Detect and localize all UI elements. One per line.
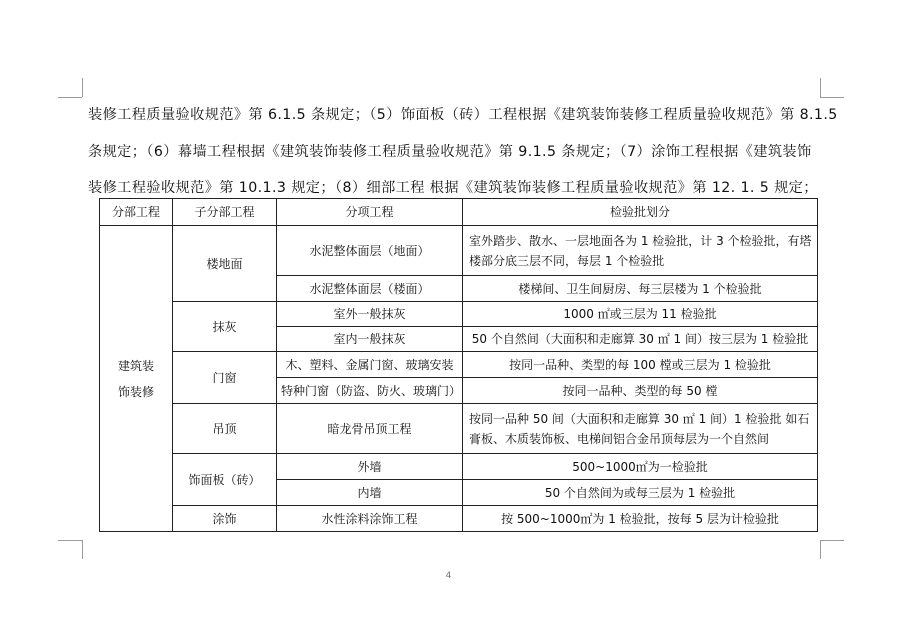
table-row [100, 302, 818, 327]
header-cell-subdivision: 子分部工程 [173, 199, 277, 226]
page-number: 4 [445, 571, 452, 581]
item-cell: 水泥整体面层（地面） [277, 226, 463, 276]
item-cell: 木、塑料、金属门窗、玻璃安装 [277, 352, 463, 378]
table-row [100, 404, 818, 454]
item-cell: 水泥整体面层（楼面） [277, 276, 463, 302]
lot-cell: 按 500~1000㎡为 1 检验批，按每 5 层为计检验批 [463, 506, 818, 532]
subdivision-cell: 门窗 [173, 352, 277, 404]
paragraph-line: 装修工程质量验收规范》第 6.1.5 条规定；（5）饰面板（砖）工程根据《建筑装饰装修工程质量验收规范》第 8.1.5 [88, 107, 838, 123]
crop-mark-top-right [820, 97, 844, 98]
table-row [100, 352, 818, 378]
item-cell: 内墙 [277, 480, 463, 506]
header-cell-lot: 检验批划分 [463, 199, 818, 226]
header-cell-division: 分部工程 [100, 199, 173, 226]
lot-cell: 500~1000㎡为一检验批 [463, 454, 818, 480]
crop-mark-top-left [82, 78, 83, 97]
division-cell [100, 226, 173, 532]
lot-cell: 50 个自然间（大面积和走廊算 30 ㎡ 1 间）按三层为 1 检验批 [463, 327, 818, 352]
table-row [100, 226, 818, 276]
crop-mark-bottom-left [82, 540, 83, 559]
division-label: 建筑装饰装修 [117, 358, 154, 399]
lot-cell: 按同一品种、类型的每 100 樘或三层为 1 检验批 [463, 352, 818, 378]
item-cell: 特种门窗（防盗、防火、玻璃门） [277, 378, 463, 404]
crop-mark-bottom-right [820, 540, 844, 541]
subdivision-cell: 楼地面 [173, 226, 277, 302]
subdivision-cell: 饰面板（砖） [173, 454, 277, 506]
inspection-lot-table [99, 198, 818, 532]
table-row [100, 454, 818, 480]
lot-cell: 室外踏步、散水、一层地面各为 1 检验批，计 3 个检验批，有塔楼部分底三层不同，每层 1 个检验批 [463, 226, 818, 276]
lot-cell: 50 个自然间为或每三层为 1 检验批 [463, 480, 818, 506]
item-cell: 室外一般抹灰 [277, 302, 463, 327]
lot-cell: 楼梯间、卫生间厨房、每三层楼为 1 个检验批 [463, 276, 818, 302]
paragraph-line: 条规定；（6）幕墙工程根据《建筑装饰装修工程质量验收规范》第 9.1.5 条规定；（7）涂饰工程根据《建筑装饰 [88, 143, 812, 160]
subdivision-cell: 涂饰 [173, 506, 277, 532]
item-cell: 外墙 [277, 454, 463, 480]
item-cell: 水性涂料涂饰工程 [277, 506, 463, 532]
lot-cell: 按同一品种 50 间（大面积和走廊算 30 ㎡ 1 间）1 检验批 如石膏板、木质装饰板、电梯间铝合金吊顶每层为一个自然间 [463, 404, 818, 454]
intro-paragraph [88, 97, 838, 207]
crop-mark-bottom-right [820, 540, 821, 559]
item-cell: 暗龙骨吊顶工程 [277, 404, 463, 454]
crop-mark-bottom-left [58, 540, 82, 541]
crop-mark-top-right [820, 78, 821, 97]
table-header-row [100, 199, 818, 226]
item-cell: 室内一般抹灰 [277, 327, 463, 352]
table-row [100, 506, 818, 532]
lot-cell: 1000 ㎡或三层为 11 检验批 [463, 302, 818, 327]
lot-cell: 按同一品种、类型的每 50 樘 [463, 378, 818, 404]
paragraph-line: 装修工程验收规范》第 10.1.3 规定；（8）细部工程 根据《建筑装饰装修工程质量验收规范》第 12. 1. 5 规定； [88, 180, 818, 196]
subdivision-cell: 抹灰 [173, 302, 277, 352]
crop-mark-top-left [58, 97, 82, 98]
header-cell-item: 分项工程 [277, 199, 463, 226]
subdivision-cell: 吊顶 [173, 404, 277, 454]
